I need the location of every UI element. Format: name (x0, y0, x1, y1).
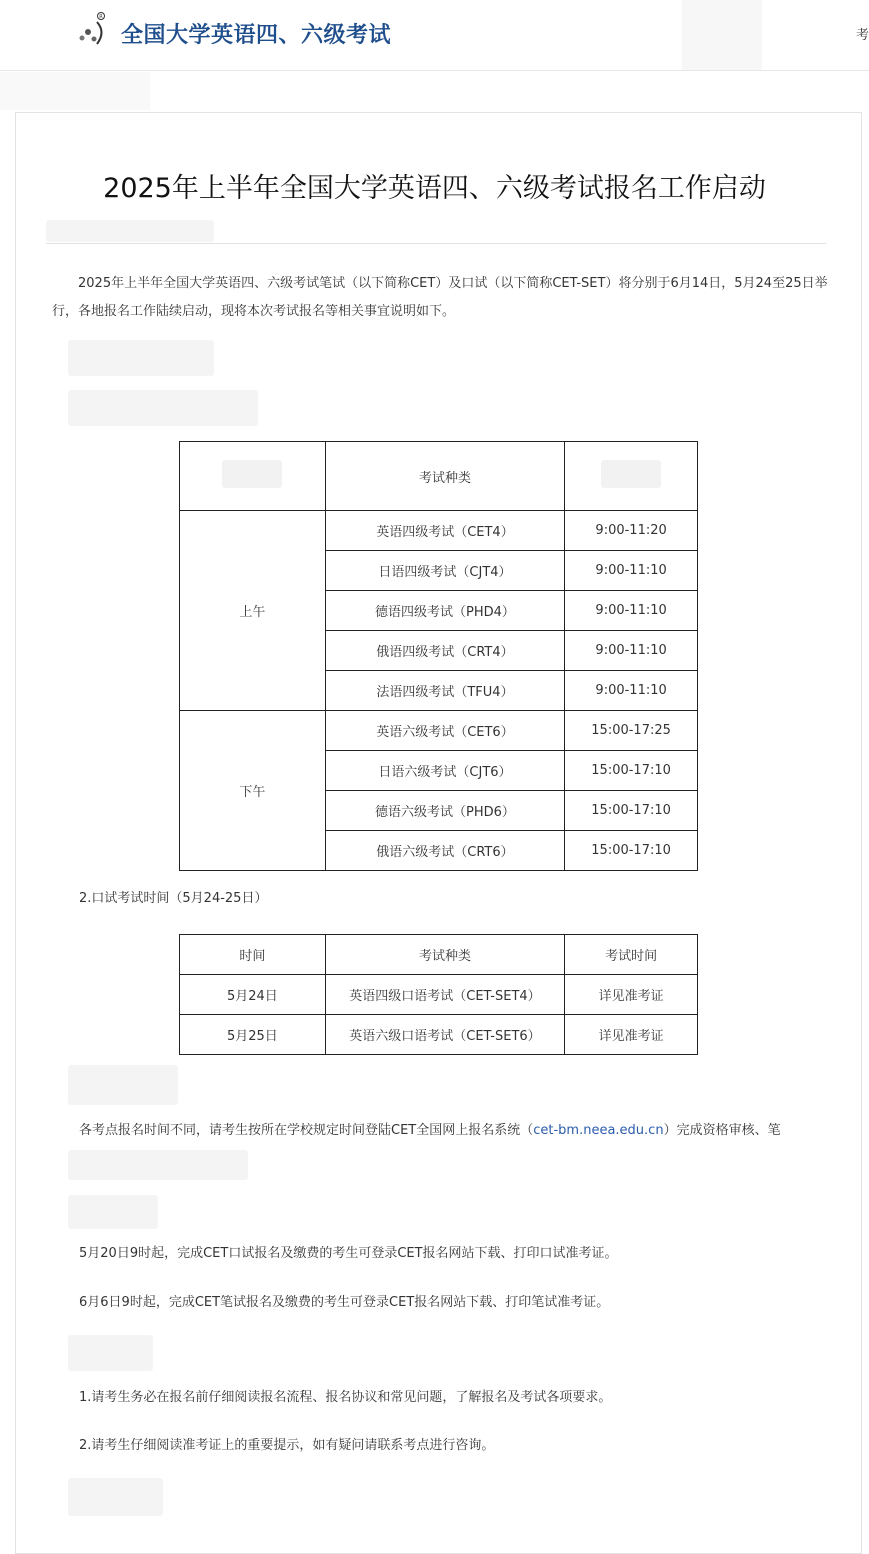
exam-time: 15:00-17:10 (565, 751, 698, 791)
blurred-section-heading (68, 1195, 158, 1229)
exam-type: 英语六级口语考试（CET-SET6） (325, 1015, 565, 1055)
exam-type: 日语六级考试（CJT6） (325, 751, 564, 791)
exam-time: 9:00-11:20 (565, 511, 698, 551)
registration-paragraph (79, 1117, 839, 1145)
exam-type: 德语四级考试（PHD4） (325, 591, 564, 631)
exam-type: 俄语六级考试（CRT6） (325, 831, 564, 871)
note-item-1: 1.请考生务必在报名前仔细阅读报名流程、报名协议和常见问题，了解报名及考试各项要求。 (79, 1390, 612, 1405)
oral-exam-table (179, 934, 698, 1055)
exam-time: 15:00-17:10 (565, 791, 698, 831)
exam-time: 9:00-11:10 (565, 671, 698, 711)
table-row (180, 511, 698, 551)
blurred-region (0, 72, 150, 110)
site-name[interactable]: 全国大学英语四、六级考试 (121, 23, 392, 48)
header-cell-type: 考试种类 (325, 442, 564, 511)
written-admission-line: 6月6日9时起，完成CET笔试报名及缴费的考生可登录CET报名网站下载、打印笔试准考证。 (79, 1295, 610, 1310)
header-right-text[interactable]: 考 (855, 28, 869, 43)
blurred-section-heading (68, 340, 214, 376)
blurred-section-heading (68, 1335, 153, 1371)
exam-type: 英语四级口语考试（CET-SET4） (325, 975, 565, 1015)
header-cell-blurred (565, 442, 698, 511)
header-blurred-region (682, 0, 762, 70)
exam-type: 日语四级考试（CJT4） (325, 551, 564, 591)
blurred-section-heading (68, 1065, 178, 1105)
exam-time: 9:00-11:10 (565, 551, 698, 591)
exam-date: 5月25日 (180, 1015, 326, 1055)
written-exam-table (179, 441, 698, 871)
oral-admission-line: 5月20日9时起，完成CET口试报名及缴费的考生可登录CET报名网站下载、打印口试准考证。 (79, 1246, 618, 1261)
exam-type: 法语四级考试（TFU4） (325, 671, 564, 711)
table-header-row (180, 935, 698, 975)
registration-link[interactable]: cet-bm.neea.edu.cn (533, 1123, 664, 1138)
intro-paragraph: 2025年上半年全国大学英语四、六级考试笔试（以下简称CET）及口试（以下简称CET-SET）将分别于6月14日，5月24至25日举行，各地报名工作陆续启动，现将本次考试报名等相关事宜说明如下。 (52, 276, 828, 319)
header-cell-date: 时间 (180, 935, 326, 975)
exam-type: 德语六级考试（PHD6） (325, 791, 564, 831)
session-morning: 上午 (180, 511, 326, 711)
table-header-row (180, 442, 698, 511)
exam-time: 15:00-17:25 (565, 711, 698, 751)
table-row (180, 1015, 698, 1055)
blurred-line (68, 1150, 248, 1180)
table-row (180, 711, 698, 751)
blurred-section-subheading (68, 390, 258, 426)
exam-time: 详见准考证 (565, 975, 698, 1015)
exam-time: 详见准考证 (565, 1015, 698, 1055)
exam-date: 5月24日 (180, 975, 326, 1015)
svg-text:R: R (99, 14, 103, 20)
site-logo-icon[interactable] (70, 10, 110, 50)
session-afternoon: 下午 (180, 711, 326, 871)
exam-time: 9:00-11:10 (565, 631, 698, 671)
title-divider (46, 243, 826, 244)
note-item-2: 2.请考生仔细阅读准考证上的重要提示，如有疑问请联系考点进行咨询。 (79, 1438, 495, 1453)
registration-text: 各考点报名时间不同，请考生按所在学校规定时间登陆CET全国网上报名系统（ (79, 1123, 534, 1138)
header-cell-time: 考试时间 (565, 935, 698, 975)
exam-type: 俄语四级考试（CRT4） (325, 631, 564, 671)
exam-time: 15:00-17:10 (565, 831, 698, 871)
site-header (0, 0, 869, 71)
exam-type: 英语四级考试（CET4） (325, 511, 564, 551)
header-cell-blurred (180, 442, 326, 511)
blurred-meta (46, 220, 214, 242)
article-title: 2025年上半年全国大学英语四、六级考试报名工作启动 (103, 173, 766, 205)
exam-time: 9:00-11:10 (565, 591, 698, 631)
exam-type: 英语六级考试（CET6） (325, 711, 564, 751)
header-cell-type: 考试种类 (325, 935, 565, 975)
blurred-section-heading (68, 1478, 163, 1516)
registration-text-end: ）完成资格审核、笔 (663, 1123, 781, 1138)
oral-exam-heading: 2.口试考试时间（5月24-25日） (79, 891, 268, 906)
table-row (180, 975, 698, 1015)
